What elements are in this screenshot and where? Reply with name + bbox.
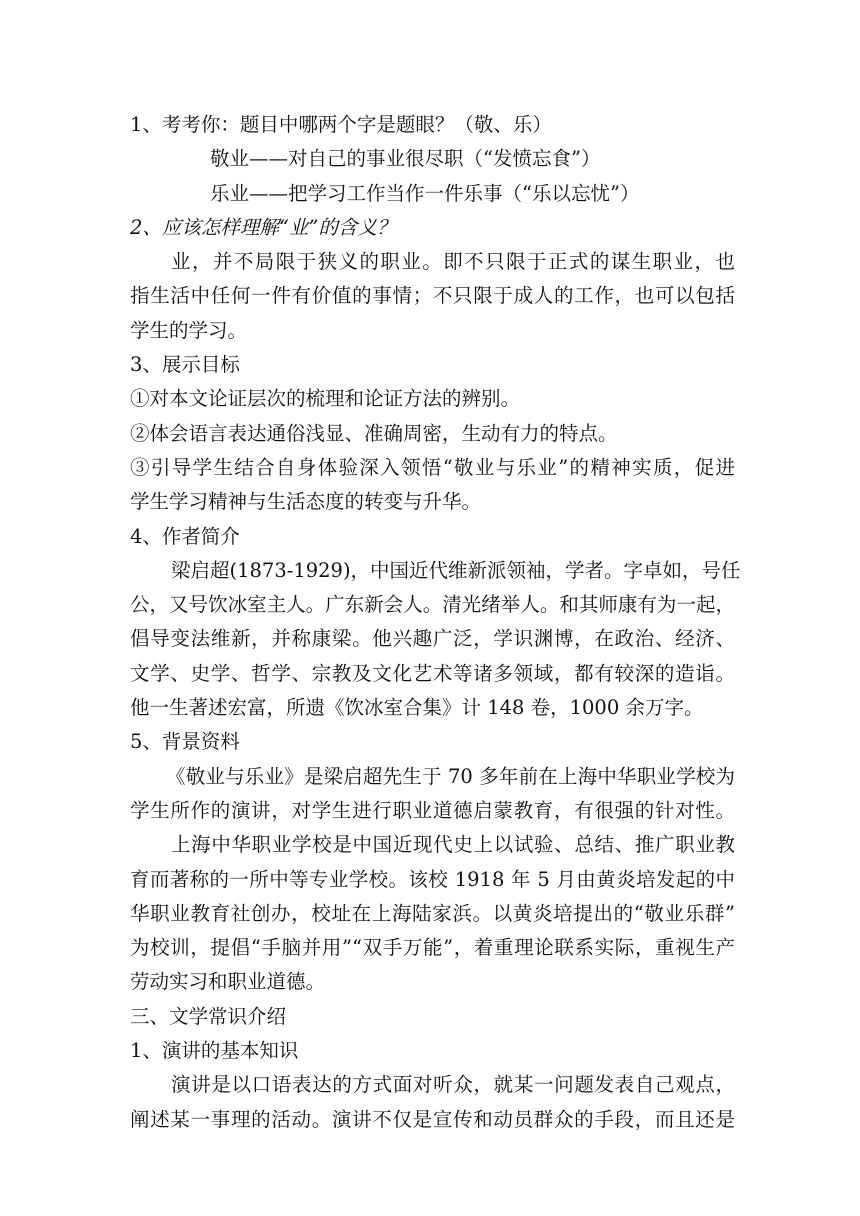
document-body <box>130 108 741 1137</box>
section-2-heading: 2、应该怎样理解“业”的含义？ <box>130 215 397 239</box>
section-3-heading: 3、展示目标 <box>130 353 240 377</box>
paragraph-line: 为校训，提倡“手脑并用”“双手万能”，着重理论联系实际，重视生产 <box>130 936 735 960</box>
paragraph-line: 育而著称的一所中等专业学校。该校 1918 年 5 月由黄炎培发起的中 <box>130 867 735 891</box>
paragraph-line: 演讲是以口语表达的方式面对听众，就某一问题发表自己观点， <box>171 1073 735 1097</box>
paragraph-line: 他一生著述宏富，所遗《饮冰室合集》计 148 卷，1000 余万字。 <box>130 696 704 720</box>
goal-item: ③引导学生结合自身体验深入领悟“敬业与乐业”的精神实质，促进 <box>130 455 735 479</box>
paragraph-line: 劳动实习和职业道德。 <box>130 970 326 994</box>
paragraph-line: 业，并不局限于狭义的职业。即不只限于正式的谋生职业，也 <box>171 250 735 274</box>
section-4-heading: 4、作者简介 <box>130 524 240 548</box>
paragraph-line: 指生活中任何一件有价值的事情；不只限于成人的工作，也可以包括 <box>130 284 735 308</box>
leye-definition: 乐业——把学习工作当作一件乐事（“乐以忘忧”） <box>210 181 640 205</box>
paragraph-line: 倡导变法维新，并称康梁。他兴趣广泛，学识渊博，在政治、经济、 <box>130 627 735 651</box>
paragraph-line: 学生的学习。 <box>130 318 248 342</box>
paragraph-line: 学生所作的演讲，对学生进行职业道德启蒙教育，有很强的针对性。 <box>130 798 735 822</box>
paragraph-line: 梁启超(1873-1929)，中国近代维新派领袖，学者。字卓如，号任 <box>171 558 741 582</box>
jingye-definition: 敬业——对自己的事业很尽职（“发愤忘食”） <box>210 147 601 171</box>
goal-item: ①对本文论证层次的梳理和论证方法的辨别。 <box>130 387 521 411</box>
paragraph-line: 公，又号饮冰室主人。广东新会人。清光绪举人。和其师康有为一起， <box>130 593 735 617</box>
goal-item-continued: 学生学习精神与生活态度的转变与升华。 <box>130 490 482 514</box>
paragraph-line: 阐述某一事理的活动。演讲不仅是宣传和动员群众的手段，而且还是 <box>130 1107 735 1131</box>
section-1-heading: 1、考考你：题目中哪两个字是题眼？（敬、乐） <box>130 113 552 136</box>
paragraph-line: 文学、史学、哲学、宗教及文化艺术等诸多领域，都有较深的造诣。 <box>130 661 735 685</box>
section-5-heading: 5、背景资料 <box>130 730 240 754</box>
paragraph-line: 《敬业与乐业》是梁启超先生于 70 多年前在上海中华职业学校为 <box>166 764 735 788</box>
speech-basics-heading: 1、演讲的基本知识 <box>130 1039 299 1063</box>
paragraph-line: 上海中华职业学校是中国近现代史上以试验、总结、推广职业教 <box>171 833 735 857</box>
goal-item: ②体会语言表达通俗浅显、准确周密，生动有力的特点。 <box>130 421 618 445</box>
paragraph-line: 华职业教育社创办，校址在上海陆家浜。以黄炎培提出的“敬业乐群” <box>130 901 735 925</box>
part-3-heading: 三、文学常识介绍 <box>130 1004 287 1028</box>
